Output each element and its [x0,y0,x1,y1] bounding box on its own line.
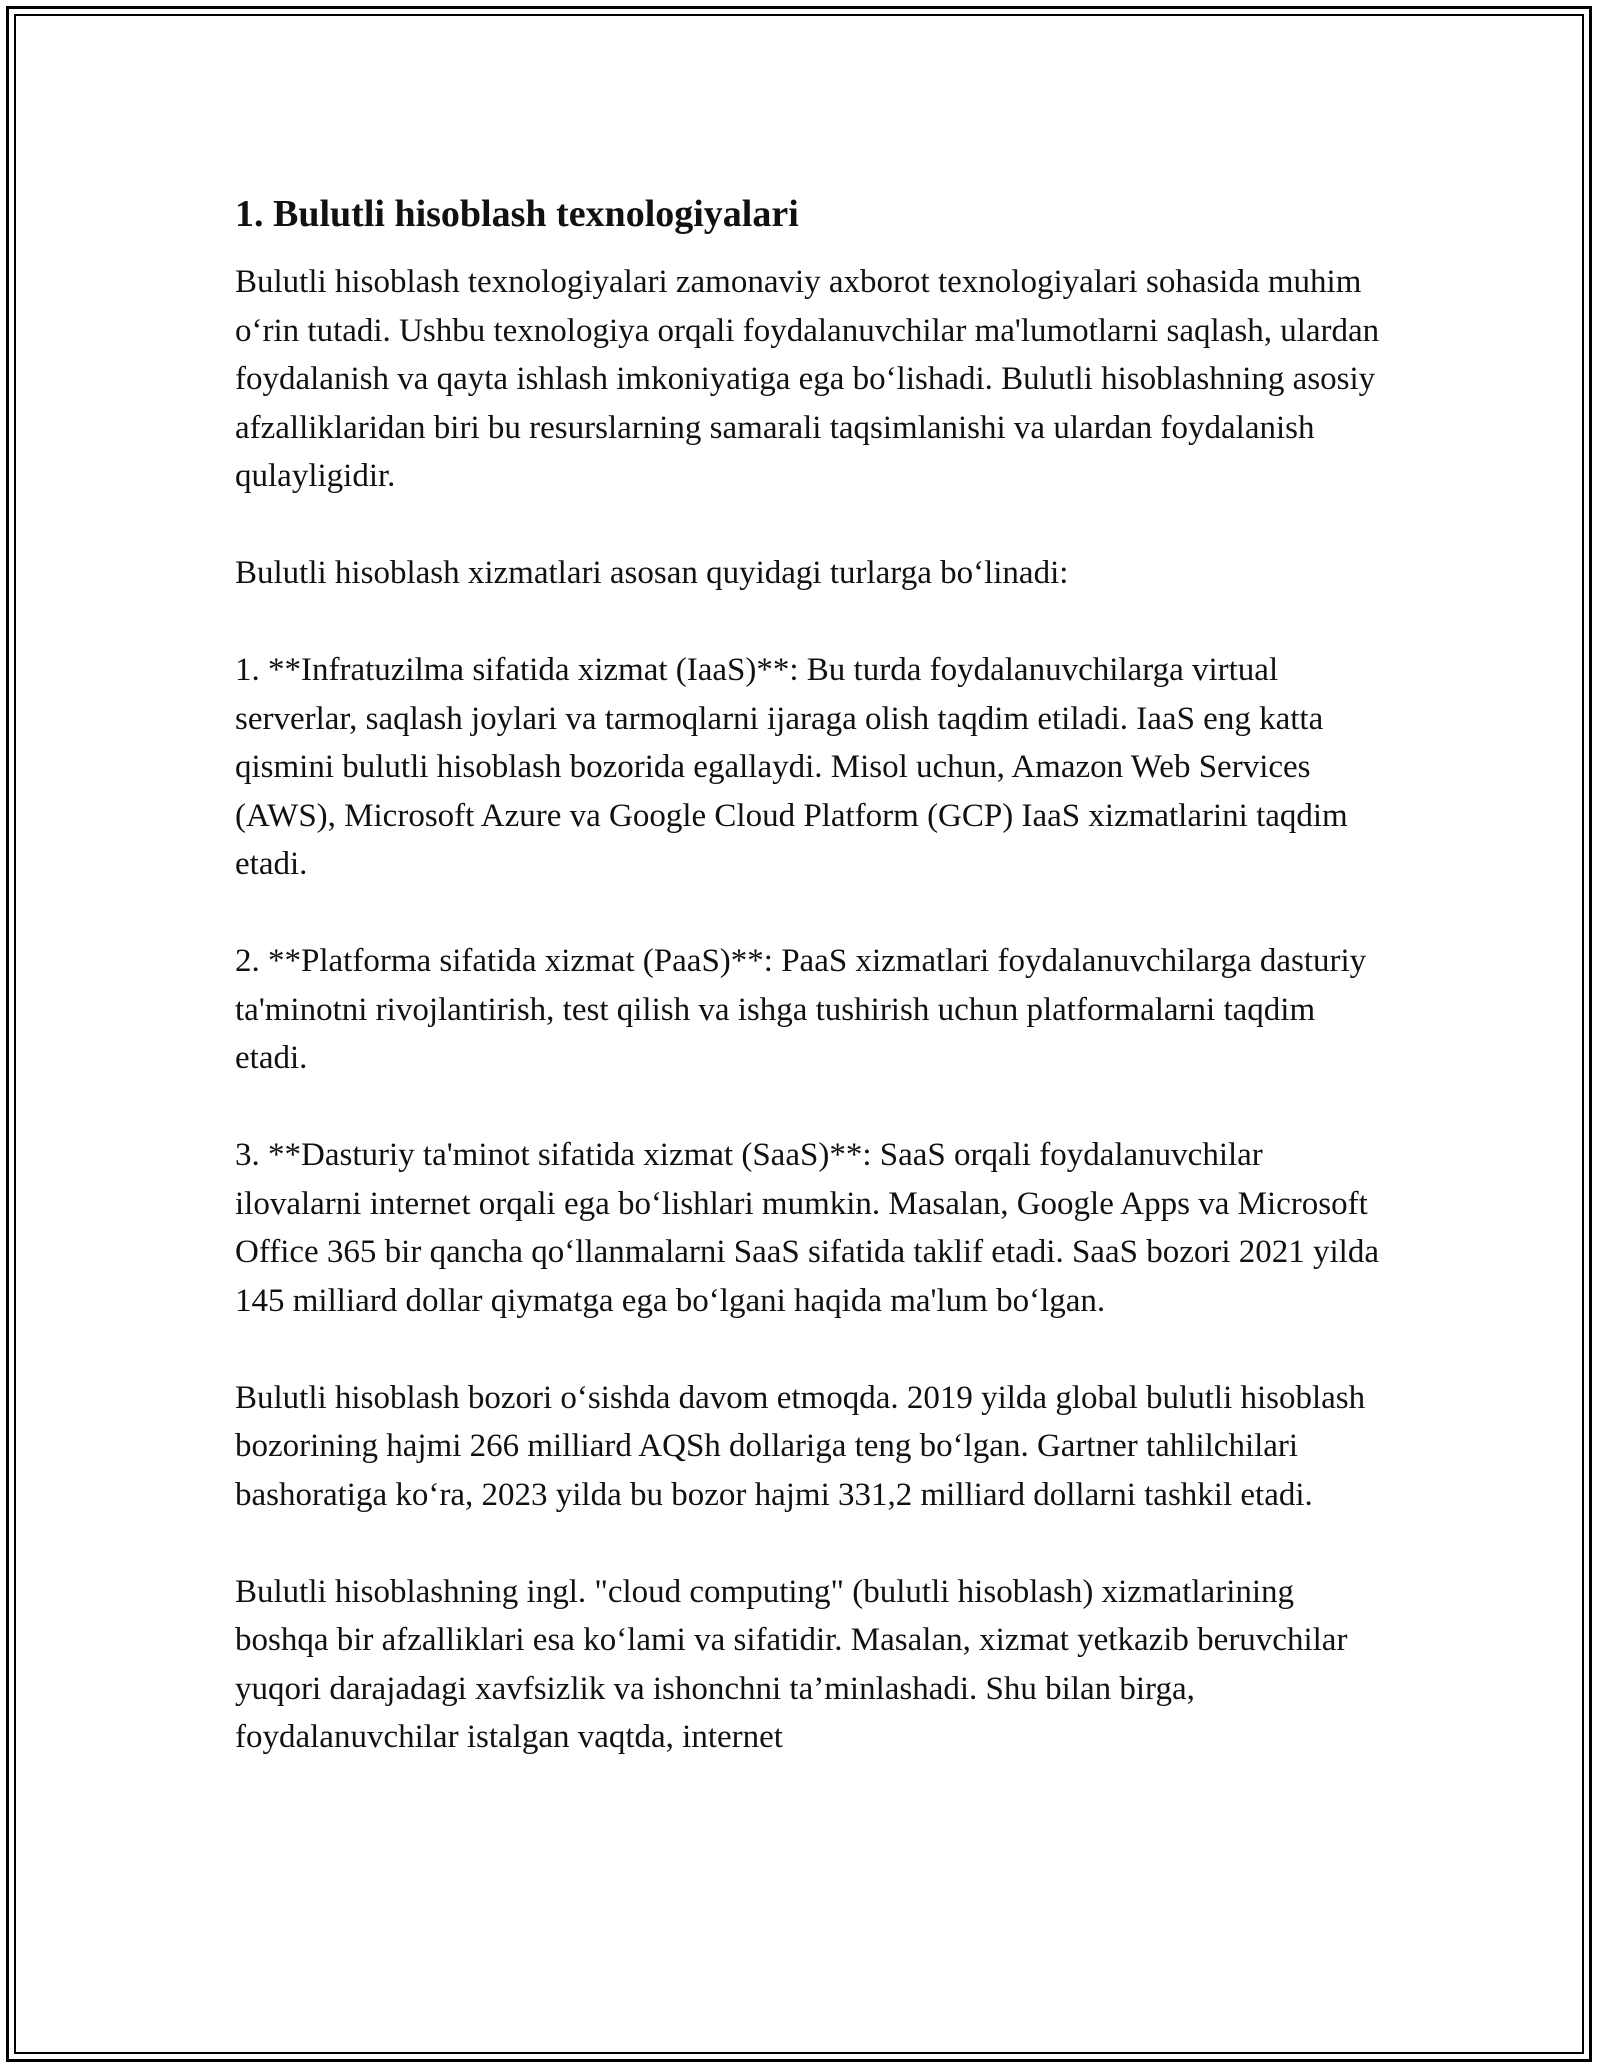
paragraph-iaas: 1. **Infratuzilma sifatida xizmat (IaaS)**: Bu turda foydalanuvchilarga virtual serverlar, saqlash joylari va tarmoqlarni ijaraga olish taqdim etiladi. IaaS eng katta qismini bulutli hisoblash bozorida egallaydi. Misol uchun, Amazon Web Services (AWS), Microsoft Azure va Google Cloud Platform (GCP) IaaS xizmatlarini taqdim etadi. [235,652,1348,882]
paragraph-intro: Bulutli hisoblash texnologiyalari zamonaviy axborot texnologiyalari sohasida muhim oʻrin tutadi. Ushbu texnologiya orqali foydalanuvchilar ma'lumotlarni saqlash, ulardan foydalanish va qayta ishlash imkoniyatiga ega boʻlishadi. Bulutli hisoblashning asosiy afzalliklaridan biri bu resurslarning samarali taqsimlanishi va ulardan foydalanish qulayligidir. [235,264,1380,494]
paragraph-saas: 3. **Dasturiy ta'minot sifatida xizmat (SaaS)**: SaaS orqali foydalanuvchilar ilovalarni internet orqali ega boʻlishlari mumkin. Masalan, Google Apps va Microsoft Office 365 bir qancha qoʻllanmalarni SaaS sifatida taklif etadi. SaaS bozori 2021 yilda 145 milliard dollar qiymatga ega boʻlgani haqida ma'lum boʻlgan. [235,1137,1379,1319]
document-page [235,188,1395,1810]
paragraph-market: Bulutli hisoblash bozori oʻsishda davom etmoqda. 2019 yilda global bulutli hisoblash bozorining hajmi 266 milliard AQSh dollariga teng boʻlgan. Gartner tahlilchilari bashoratiga koʻra, 2023 yilda bu bozor hajmi 331,2 milliard dollarni tashkil etadi. [235,1379,1366,1513]
section-heading: 1. Bulutli hisoblash texnologiyalari [235,193,799,235]
paragraph-types-lead: Bulutli hisoblash xizmatlari asosan quyidagi turlarga boʻlinadi: [235,555,1069,591]
paragraph-advantages: Bulutli hisoblashning ingl. "cloud computing" (bulutli hisoblash) xizmatlarining boshqa bir afzalliklari esa koʻlami va sifatidir. Masalan, xizmat yetkazib beruvchilar yuqori darajadagi xavfsizlik va ishonchni ta’minlashadi. Shu bilan birga, foydalanuvchilar istalgan vaqtda, internet [235,1573,1348,1755]
paragraph-paas: 2. **Platforma sifatida xizmat (PaaS)**: PaaS xizmatlari foydalanuvchilarga dasturiy ta'minotni rivojlantirish, test qilish va ishga tushirish uchun platformalarni taqdim etadi. [235,943,1367,1076]
